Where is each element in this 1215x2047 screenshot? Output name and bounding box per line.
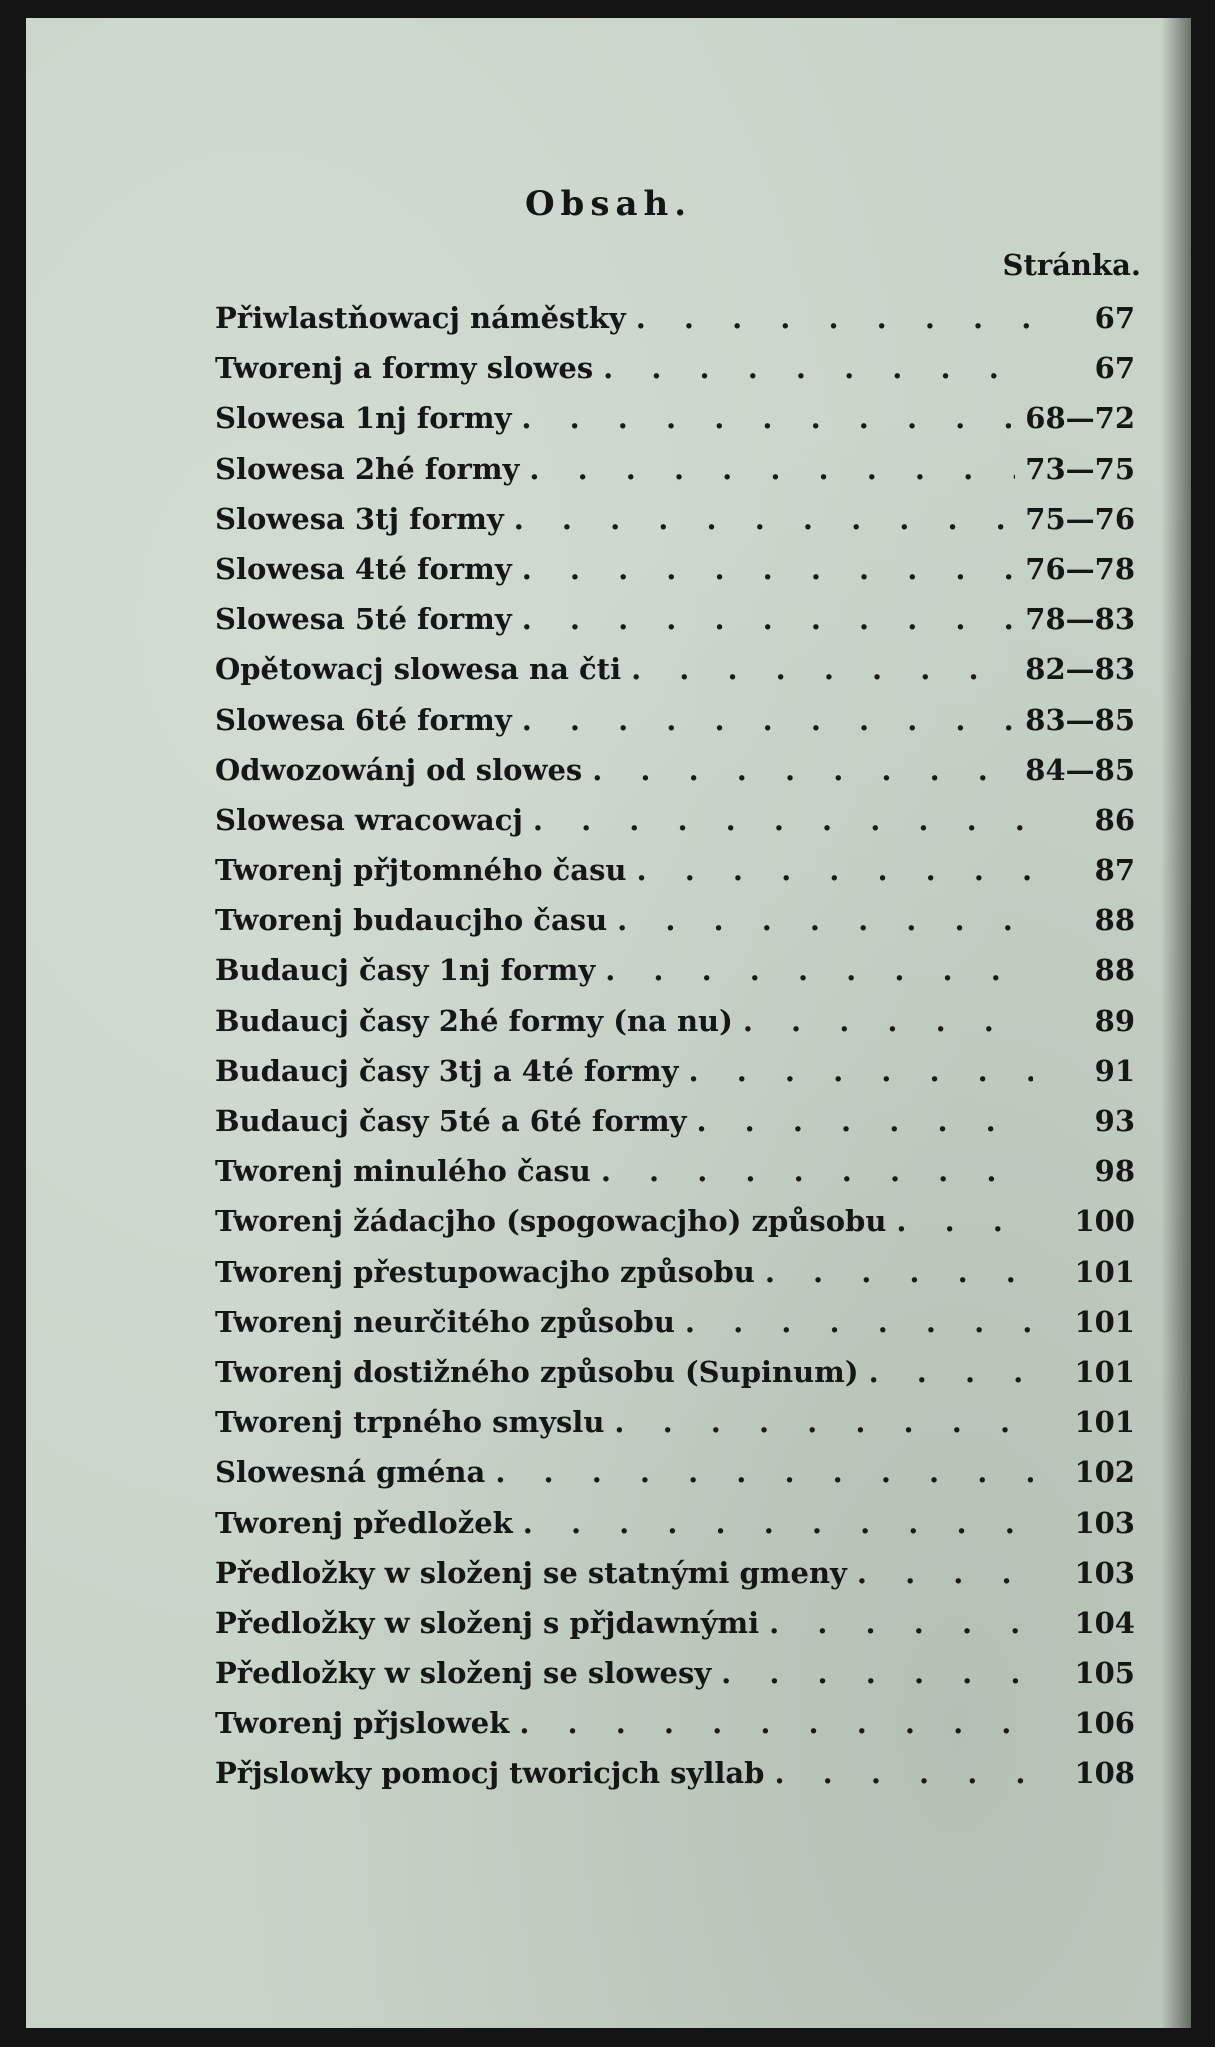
toc-entry-label: Slowesa 2hé formy xyxy=(215,451,520,486)
toc-entry-label: Předložky w složenj s přjdawnými xyxy=(215,1605,760,1640)
toc-entry-label: Tworenj přjtomného času xyxy=(215,853,627,888)
toc-entry xyxy=(215,602,1135,652)
toc-dot-leader xyxy=(896,1204,1033,1238)
toc-dot-leader xyxy=(523,1506,1033,1540)
toc-dot-leader xyxy=(769,1606,1033,1640)
toc-entry-page: 103 xyxy=(1074,1505,1135,1540)
page-fold-shadow xyxy=(1161,18,1191,2028)
toc-dot-leader xyxy=(614,1405,1033,1439)
toc-entry xyxy=(215,1004,1135,1054)
toc-entry-label: Slowesa 3tj formy xyxy=(215,501,504,536)
toc-entry-page: 83—85 xyxy=(1025,702,1135,737)
toc-entry-page: 103 xyxy=(1074,1555,1135,1590)
toc-entry-label: Tworenj neurčitého způsobu xyxy=(215,1304,675,1339)
toc-entry-label: Přjslowky pomocj tworicjch syllab xyxy=(215,1756,765,1791)
toc-entry xyxy=(215,853,1135,903)
toc-entry xyxy=(215,1355,1135,1405)
toc-entry-label: Tworenj trpného smyslu xyxy=(215,1405,605,1440)
toc-entry-page: 68—72 xyxy=(1025,401,1135,436)
toc-dot-leader xyxy=(637,853,1034,887)
toc-dot-leader xyxy=(603,351,1033,385)
toc-entry-page: 106 xyxy=(1074,1706,1135,1741)
toc-dot-leader xyxy=(689,1054,1033,1088)
toc-entry-label: Tworenj žádacjho (spogowacjho) způsobu xyxy=(215,1204,887,1239)
toc-entry-label: Tworenj minulého času xyxy=(215,1154,591,1189)
toc-entry xyxy=(215,753,1135,803)
toc-entry-page: 100 xyxy=(1074,1204,1135,1239)
toc-entry xyxy=(215,652,1135,702)
toc-entry-label: Tworenj přjslowek xyxy=(215,1706,510,1741)
toc-entry-page: 67 xyxy=(1094,351,1135,386)
toc-entry xyxy=(215,1506,1135,1556)
toc-entry-label: Tworenj přestupowacjho způsobu xyxy=(215,1254,755,1289)
toc-dot-leader xyxy=(636,301,1033,335)
toc-entry-label: Budaucj časy 5té a 6té formy xyxy=(215,1104,687,1138)
toc-dot-leader xyxy=(522,552,1016,586)
toc-entry-page: 89 xyxy=(1094,1003,1135,1038)
toc-entry-page: 76—78 xyxy=(1025,551,1135,586)
toc-entry-page: 98 xyxy=(1094,1154,1135,1189)
toc-entry-label: Slowesa wracowacj xyxy=(215,802,523,837)
toc-entry xyxy=(215,452,1135,502)
toc-entry-label: Slowesa 4té formy xyxy=(215,551,512,586)
toc-entry-page: 67 xyxy=(1094,301,1135,335)
toc-entry xyxy=(215,1706,1135,1756)
toc-dot-leader xyxy=(605,953,1033,987)
toc-entry-label: Slowesa 1nj formy xyxy=(215,401,512,436)
toc-entry xyxy=(215,703,1135,753)
toc-entry xyxy=(215,1305,1135,1355)
toc-entry-page: 101 xyxy=(1074,1354,1135,1389)
toc-entry xyxy=(215,1154,1135,1204)
toc-entry-label: Budaucj časy 2hé formy (na nu) xyxy=(215,1003,733,1038)
toc-dot-leader xyxy=(631,652,1015,686)
toc-entry xyxy=(215,903,1135,953)
toc-entry-label: Tworenj budaucjho času xyxy=(215,903,608,938)
toc-entry-label: Slowesa 5té formy xyxy=(215,602,512,637)
toc-entry-page: 101 xyxy=(1074,1254,1135,1289)
toc-entry-page: 82—83 xyxy=(1025,652,1135,687)
toc-entry-page: 75—76 xyxy=(1025,501,1135,536)
toc-entry-page: 78—83 xyxy=(1025,602,1135,637)
toc-dot-leader xyxy=(721,1656,1033,1690)
toc-entry-page: 84—85 xyxy=(1025,752,1135,787)
toc-entry xyxy=(215,1204,1135,1254)
book-page xyxy=(26,18,1191,2028)
toc-entry-page: 73—75 xyxy=(1025,451,1135,486)
toc-dot-leader xyxy=(765,1255,1033,1289)
toc-dot-leader xyxy=(869,1355,1033,1389)
toc-entry xyxy=(215,1606,1135,1656)
toc-dot-leader xyxy=(522,602,1016,636)
toc-entry-page: 91 xyxy=(1094,1053,1135,1088)
toc-entry-page: 86 xyxy=(1094,802,1135,837)
toc-entry xyxy=(215,953,1135,1003)
toc-dot-leader xyxy=(743,1004,1033,1038)
toc-entry-label: Slowesná gména xyxy=(215,1455,486,1490)
toc-entry-page: 88 xyxy=(1094,953,1135,988)
toc-entry-page: 101 xyxy=(1074,1405,1135,1440)
toc-dot-leader xyxy=(495,1455,1033,1489)
toc-entry-page: 104 xyxy=(1074,1605,1135,1640)
toc-dot-leader xyxy=(522,703,1016,737)
toc-dot-leader xyxy=(601,1154,1033,1188)
toc-entry-page: 108 xyxy=(1074,1756,1135,1791)
toc-entry xyxy=(215,401,1135,451)
toc-dot-leader xyxy=(774,1756,1033,1790)
toc-entry-label: Předložky w složenj se slowesy xyxy=(215,1656,712,1691)
toc-entry xyxy=(215,1405,1135,1455)
toc-entry-label: Tworenj a formy slowes xyxy=(215,351,594,386)
toc-entry-label: Tworenj předložek xyxy=(215,1505,513,1540)
toc-entry-page: 88 xyxy=(1094,903,1135,938)
table-of-contents xyxy=(215,301,1135,1807)
toc-entry-label: Tworenj dostižného způsobu (Supinum) xyxy=(215,1354,859,1389)
toc-entry xyxy=(215,1656,1135,1706)
toc-entry xyxy=(215,803,1135,853)
toc-entry-label: Slowesa 6té formy xyxy=(215,702,512,737)
toc-dot-leader xyxy=(514,502,1016,536)
toc-entry xyxy=(215,1756,1135,1806)
toc-entry-label: Přiwlastňowacj náměstky xyxy=(215,301,626,335)
toc-dot-leader xyxy=(521,401,1015,435)
toc-entry xyxy=(215,1556,1135,1606)
toc-dot-leader xyxy=(533,803,1033,837)
toc-entry xyxy=(215,552,1135,602)
toc-entry xyxy=(215,1255,1135,1305)
toc-entry xyxy=(215,502,1135,552)
toc-dot-leader xyxy=(685,1305,1033,1339)
toc-entry xyxy=(215,1054,1135,1104)
toc-entry xyxy=(215,301,1135,351)
toc-entry-page: 101 xyxy=(1074,1304,1135,1339)
toc-dot-leader xyxy=(696,1104,1033,1138)
toc-entry xyxy=(215,1104,1135,1154)
toc-dot-leader xyxy=(529,452,1015,486)
toc-dot-leader xyxy=(857,1556,1033,1590)
toc-dot-leader xyxy=(519,1706,1033,1740)
toc-entry-label: Odwozowánj od slowes xyxy=(215,752,583,787)
toc-entry-page: 105 xyxy=(1074,1656,1135,1691)
toc-entry xyxy=(215,1455,1135,1505)
toc-entry-page: 102 xyxy=(1074,1455,1135,1490)
page-column-header: Stránka. xyxy=(1002,248,1141,282)
toc-entry-label: Budaucj časy 3tj a 4té formy xyxy=(215,1053,679,1088)
toc-entry-page: 87 xyxy=(1094,853,1135,888)
page-title: Obsah. xyxy=(524,184,693,224)
toc-entry xyxy=(215,351,1135,401)
toc-dot-leader xyxy=(592,753,1015,787)
toc-entry-label: Budaucj časy 1nj formy xyxy=(215,953,596,988)
toc-dot-leader xyxy=(617,903,1033,937)
toc-entry-label: Opětowacj slowesa na čti xyxy=(215,652,622,687)
toc-entry-page: 93 xyxy=(1094,1104,1135,1138)
toc-entry-label: Předložky w složenj se statnými gmeny xyxy=(215,1555,847,1590)
